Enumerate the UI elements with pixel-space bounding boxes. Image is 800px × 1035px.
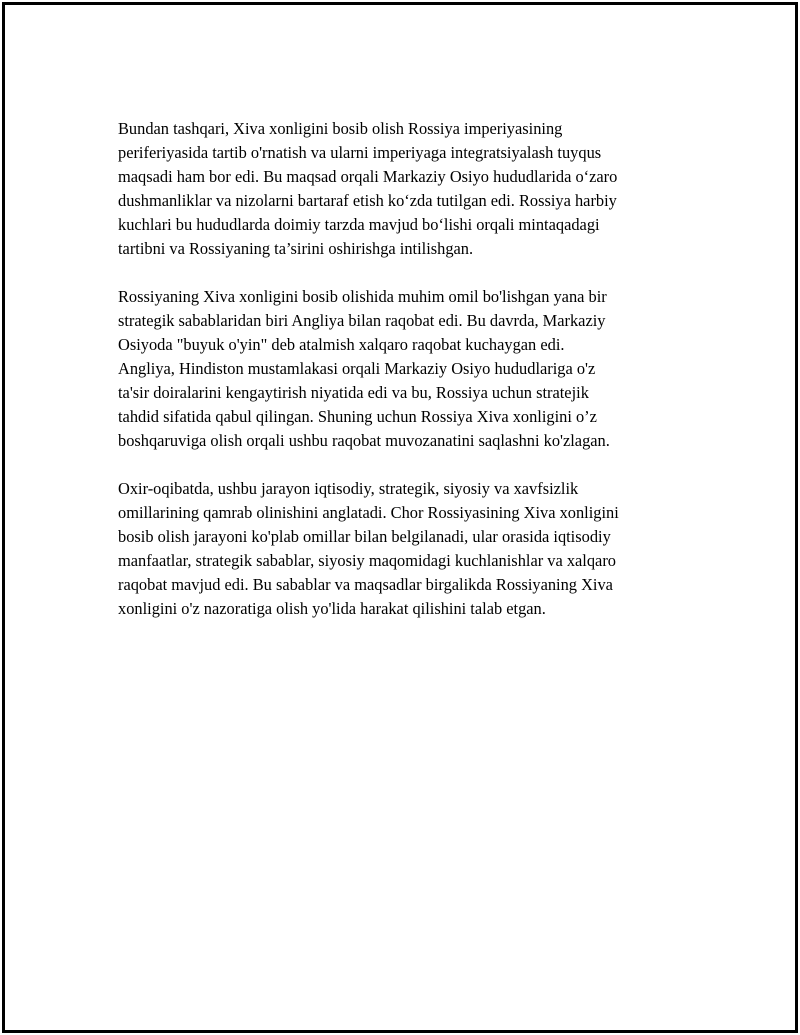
text-line: maqsadi ham bor edi. Bu maqsad orqali Markaziy Osiyo hududlarida o‘zaro: [118, 167, 618, 186]
text-line: raqobat mavjud edi. Bu sabablar va maqsadlar birgalikda Rossiyaning Xiva: [118, 575, 613, 594]
text-line: Bundan tashqari, Xiva xonligini bosib olish Rossiya imperiyasining: [118, 119, 563, 138]
document-body: [118, 117, 698, 645]
text-line: kuchlari bu hududlarda doimiy tarzda mavjud bo‘lishi orqali mintaqadagi: [118, 215, 600, 234]
text-line: Rossiyaning Xiva xonligini bosib olishida muhim omil bo'lishgan yana bir: [118, 287, 607, 306]
text-line: periferiyasida tartib o'rnatish va ularni imperiyaga integratsiyalash tuyqus: [118, 143, 602, 162]
text-line: manfaatlar, strategik sabablar, siyosiy maqomidagi kuchlanishlar va xalqaro: [118, 551, 616, 570]
paragraph-2: [118, 285, 698, 453]
text-line: xonligini o'z nazoratiga olish yo'lida harakat qilishini talab etgan.: [118, 599, 546, 618]
text-line: ta'sir doiralarini kengaytirish niyatida edi va bu, Rossiya uchun stratejik: [118, 383, 589, 402]
text-line: Osiyoda "buyuk o'yin" deb atalmish xalqaro raqobat kuchaygan edi.: [118, 335, 565, 354]
text-line: bosib olish jarayoni ko'plab omillar bilan belgilanadi, ular orasida iqtisodiy: [118, 527, 611, 546]
text-line: Oxir-oqibatda, ushbu jarayon iqtisodiy, strategik, siyosiy va xavfsizlik: [118, 479, 579, 498]
text-line: tahdid sifatida qabul qilingan. Shuning uchun Rossiya Xiva xonligini o’z: [118, 407, 597, 426]
text-line: strategik sabablaridan biri Angliya bilan raqobat edi. Bu davrda, Markaziy: [118, 311, 606, 330]
paragraph-3: [118, 477, 698, 621]
text-line: dushmanliklar va nizolarni bartaraf etish ko‘zda tutilgan edi. Rossiya harbiy: [118, 191, 617, 210]
text-line: tartibni va Rossiyaning ta’sirini oshirishga intilishgan.: [118, 239, 474, 258]
text-line: omillarining qamrab olinishini anglatadi. Chor Rossiyasining Xiva xonligini: [118, 503, 619, 522]
text-line: Angliya, Hindiston mustamlakasi orqali Markaziy Osiyo hududlariga o'z: [118, 359, 596, 378]
text-line: boshqaruviga olish orqali ushbu raqobat muvozanatini saqlashni ko'zlagan.: [118, 431, 610, 450]
paragraph-1: [118, 117, 698, 261]
